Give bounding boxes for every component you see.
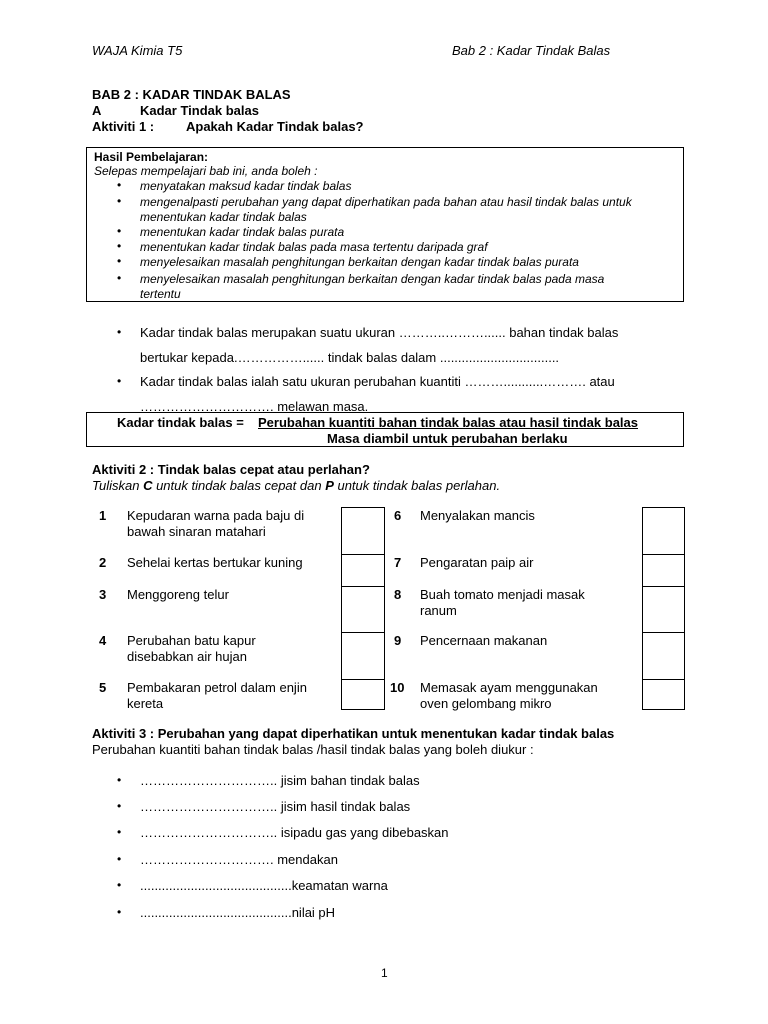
outcome-item: menyelesaikan masalah penghitungan berkaitan dengan kadar tindak balas purata <box>140 255 579 269</box>
outcome-item: mengenalpasti perubahan yang dapat diperhatikan pada bahan atau hasil tindak balas untuk <box>140 195 632 209</box>
outcome-item: menyatakan maksud kadar tindak balas <box>140 179 352 193</box>
item-number: 9 <box>394 633 402 648</box>
outcome-item: menentukan kadar tindak balas purata <box>140 225 345 239</box>
item-text: Kepudaran warna pada baju di <box>127 508 305 523</box>
bullet-icon: • <box>117 239 122 253</box>
item-number: 2 <box>99 555 107 570</box>
item-number: 4 <box>99 633 107 648</box>
bullet-icon: • <box>117 852 122 866</box>
item-number: 3 <box>99 587 107 602</box>
instr-text: untuk tindak balas perlahan. <box>333 478 501 493</box>
activity2-title: Aktiviti 2 : Tindak balas cepat atau perlahan? <box>92 462 370 477</box>
bullet-icon: • <box>117 178 122 192</box>
answer-box-5[interactable] <box>341 679 385 710</box>
bullet-icon: • <box>117 271 122 285</box>
activity3-item: ..........................................nilai pH <box>140 905 336 920</box>
bullet-icon: • <box>117 825 122 839</box>
item-text: Pengaratan paip air <box>420 555 534 570</box>
answer-box-8[interactable] <box>642 586 685 633</box>
item-number: 8 <box>394 587 402 602</box>
item-text: Perubahan batu kapur <box>127 633 256 648</box>
activity1-title: Apakah Kadar Tindak balas? <box>186 119 364 134</box>
equation-numerator: Perubahan kuantiti bahan tindak balas atau hasil tindak balas <box>258 415 638 430</box>
activity3-item: ..........................................keamatan warna <box>140 878 388 893</box>
activity1-label: Aktiviti 1 : <box>92 119 155 134</box>
learning-outcomes-box <box>86 147 684 302</box>
bullet-icon: • <box>117 224 122 238</box>
item-text: Pencernaan makanan <box>420 633 548 648</box>
bullet-icon: • <box>117 878 122 892</box>
page-number: 1 <box>381 966 388 980</box>
item-text: kereta <box>127 696 164 711</box>
bullet-icon: • <box>117 799 122 813</box>
section-letter: A <box>92 103 102 118</box>
bullet-icon: • <box>117 325 122 339</box>
instr-p: P <box>325 478 334 493</box>
answer-box-4[interactable] <box>341 632 385 680</box>
activity3-item: …………………………. mendakan <box>140 852 338 867</box>
item-text: bawah sinaran matahari <box>127 524 266 539</box>
definition-line: Kadar tindak balas ialah satu ukuran perubahan kuantiti ………...........………. atau <box>140 374 615 389</box>
outcomes-heading: Hasil Pembelajaran: <box>94 150 209 164</box>
equation-denominator: Masa diambil untuk perubahan berlaku <box>327 431 568 446</box>
bullet-icon: • <box>117 194 122 208</box>
answer-box-6[interactable] <box>642 507 685 555</box>
definition-line: Kadar tindak balas merupakan suatu ukuran ………..………...... bahan tindak balas <box>140 325 619 340</box>
item-text: oven gelombang mikro <box>420 696 552 711</box>
outcomes-intro: Selepas mempelajari bab ini, anda boleh : <box>94 164 318 178</box>
item-text: Sehelai kertas bertukar kuning <box>127 555 303 570</box>
answer-box-2[interactable] <box>341 554 385 587</box>
answer-box-7[interactable] <box>642 554 685 587</box>
bullet-icon: • <box>117 773 122 787</box>
bullet-icon: • <box>117 905 122 919</box>
item-text: Memasak ayam menggunakan <box>420 680 598 695</box>
item-number: 7 <box>394 555 402 570</box>
instr-text: Tuliskan <box>92 478 144 493</box>
bullet-icon: • <box>117 374 122 388</box>
chapter-title: BAB 2 : KADAR TINDAK BALAS <box>92 87 291 102</box>
outcome-item: menentukan kadar tindak balas pada masa tertentu daripada graf <box>140 240 488 254</box>
rate-equation-box <box>86 412 684 447</box>
item-text: ranum <box>420 603 457 618</box>
item-text: Menggoreng telur <box>127 587 229 602</box>
equation-lhs: Kadar tindak balas = <box>117 415 244 430</box>
instr-c: C <box>143 478 153 493</box>
item-text: Pembakaran petrol dalam enjin <box>127 680 307 695</box>
definition-line: …………………………. melawan masa. <box>140 399 369 414</box>
answer-box-1[interactable] <box>341 507 385 555</box>
outcome-item: menyelesaikan masalah penghitungan berkaitan dengan kadar tindak balas pada masa <box>140 272 605 286</box>
activity3-intro: Perubahan kuantiti bahan tindak balas /hasil tindak balas yang boleh diukur : <box>92 742 534 757</box>
activity3-item: ………………………….. jisim bahan tindak balas <box>140 773 420 788</box>
item-number: 5 <box>99 680 107 695</box>
header-left: WAJA Kimia T5 <box>92 43 183 58</box>
item-number: 6 <box>394 508 402 523</box>
definition-line: bertukar kepada.……………...... tindak balas dalam ................................. <box>140 350 560 365</box>
activity3-item: ………………………….. jisim hasil tindak balas <box>140 799 411 814</box>
item-text: Buah tomato menjadi masak <box>420 587 585 602</box>
item-number: 10 <box>390 680 405 695</box>
outcome-item-cont: menentukan kadar tindak balas <box>140 210 307 224</box>
answer-box-10[interactable] <box>642 679 685 710</box>
section-title: Kadar Tindak balas <box>140 103 259 118</box>
activity3-title: Aktiviti 3 : Perubahan yang dapat diperhatikan untuk menentukan kadar tindak balas <box>92 726 615 741</box>
item-number: 1 <box>99 508 107 523</box>
activity3-item: ………………………….. isipadu gas yang dibebaskan <box>140 825 449 840</box>
answer-box-9[interactable] <box>642 632 685 680</box>
activity2-instruction <box>92 478 500 493</box>
item-text: Menyalakan mancis <box>420 508 535 523</box>
answer-box-3[interactable] <box>341 586 385 633</box>
instr-text: untuk tindak balas cepat dan <box>152 478 326 493</box>
bullet-icon: • <box>117 254 122 268</box>
outcome-item-cont: tertentu <box>140 287 181 301</box>
item-text: disebabkan air hujan <box>127 649 247 664</box>
header-right: Bab 2 : Kadar Tindak Balas <box>452 43 611 58</box>
